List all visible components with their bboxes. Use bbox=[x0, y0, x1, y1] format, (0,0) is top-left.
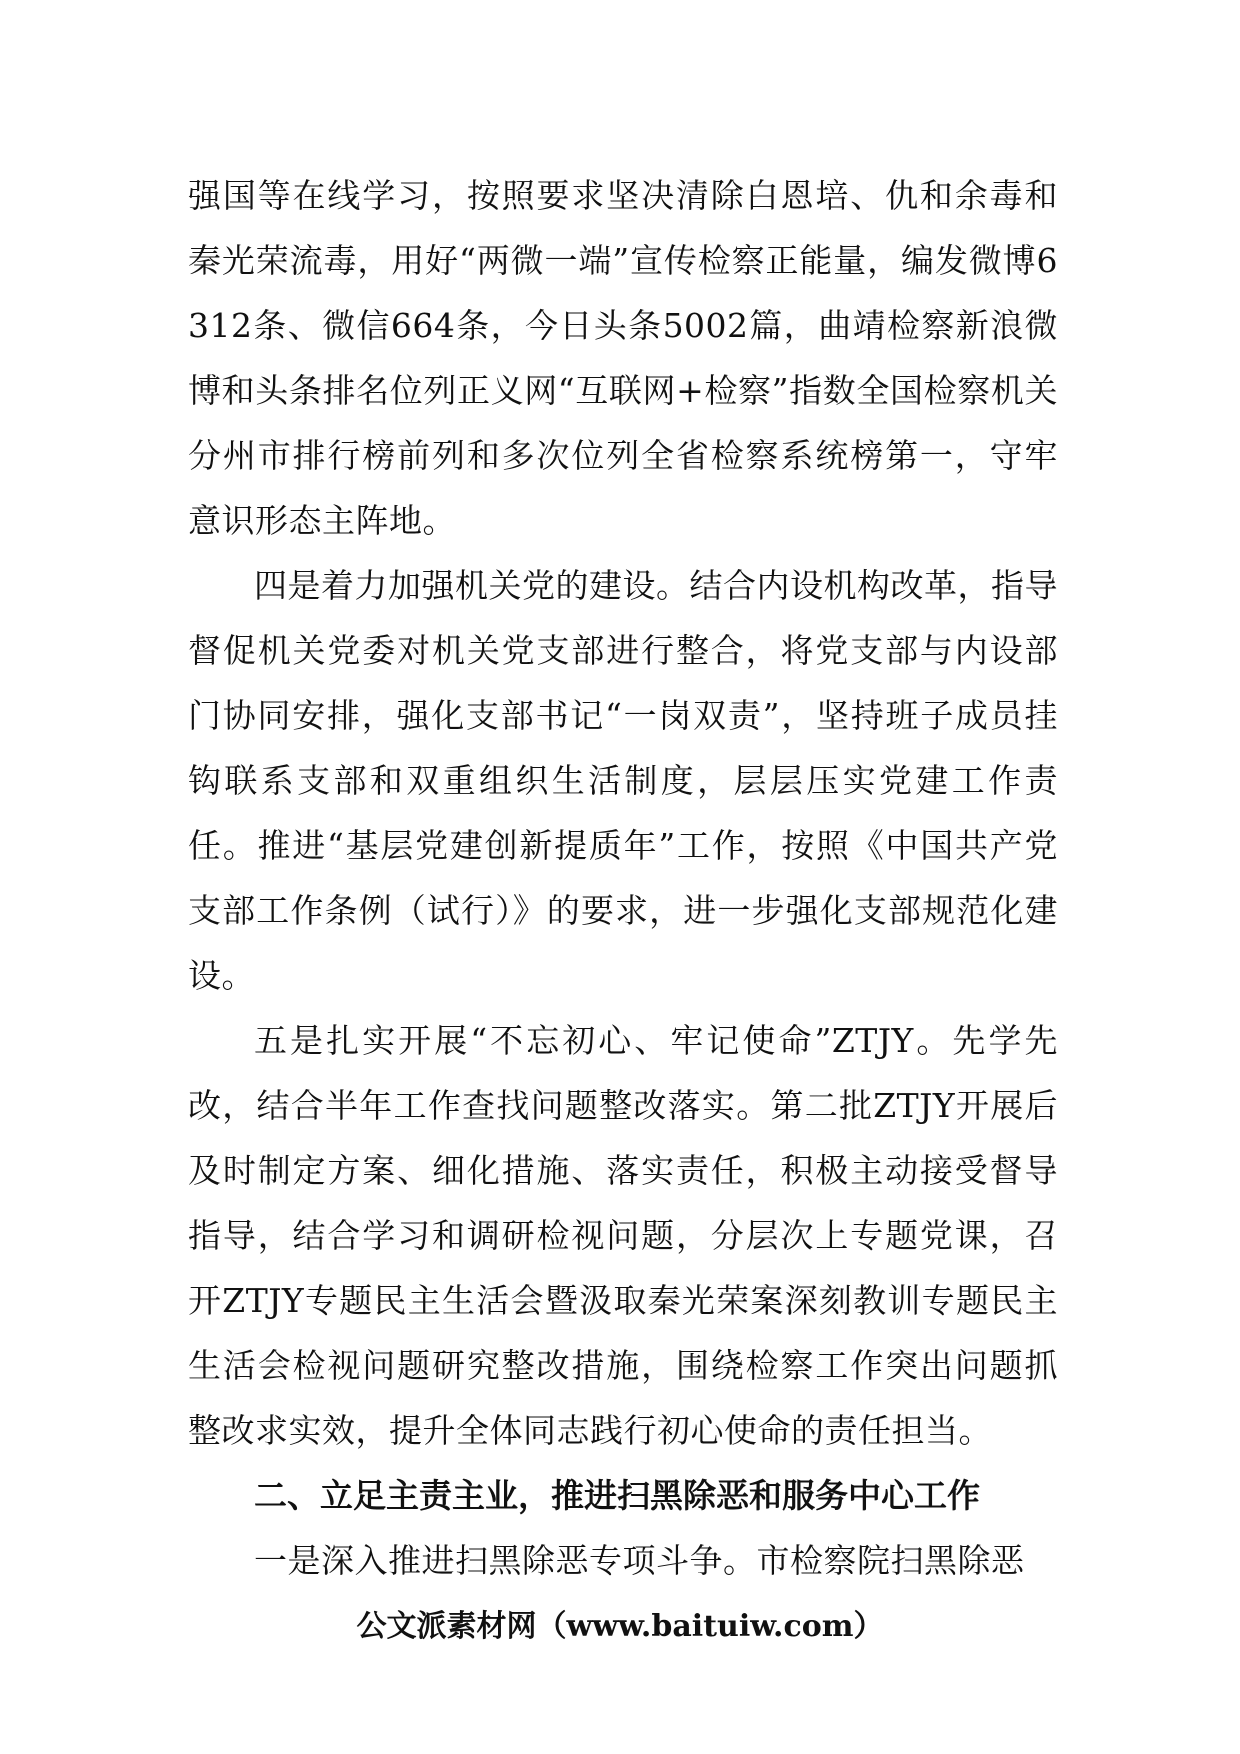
paragraph-ztjy: 五是扎实开展“不忘初心、牢记使命”ZTJY。先学先改，结合半年工作查找问题整改落实。第二批ZTJY开展后及时制定方案、细化措施、落实责任，积极主动接受督导指导，结合学习和调研检视问题，分层次上专题党课，召开ZTJY专题民主生活会暨汲取秦光荣案深刻教训专题民主生活会检视问题研究整改措施，围绕检察工作突出问题抓整改求实效，提升全体同志践行初心使命的责任担当。 bbox=[188, 1021, 1058, 1450]
paragraph-continued: 强国等在线学习，按照要求坚决清除白恩培、仇和余毒和秦光荣流毒，用好“两微一端”宣传检察正能量，编发微博6312条、微信664条，今日头条5002篇，曲靖检察新浪微博和头条排名位列正义网“互联网+检察”指数全国检察机关分州市排行榜前列和多次位列全省检察系统榜第一，守牢意识形态主阵地。 bbox=[188, 176, 1058, 540]
section-heading: 二、立足主责主业，推进扫黑除恶和服务中心工作 bbox=[254, 1476, 980, 1515]
paragraph-anti-crime: 一是深入推进扫黑除恶专项斗争。市检察院扫黑除恶 bbox=[254, 1541, 1025, 1580]
paragraph-party-building: 四是着力加强机关党的建设。结合内设机构改革，指导督促机关党委对机关党支部进行整合，将党支部与内设部门协同安排，强化支部书记“一岗双责”，坚持班子成员挂钩联系支部和双重组织生活制度，层层压实党建工作责任。推进“基层党建创新提质年”工作，按照《中国共产党支部工作条例（试行）》的要求，进一步强化支部规范化建设。 bbox=[188, 566, 1058, 995]
document-body bbox=[188, 163, 1058, 1593]
footer-watermark: 公文派素材网（www.baituiw.com） bbox=[356, 1609, 884, 1644]
